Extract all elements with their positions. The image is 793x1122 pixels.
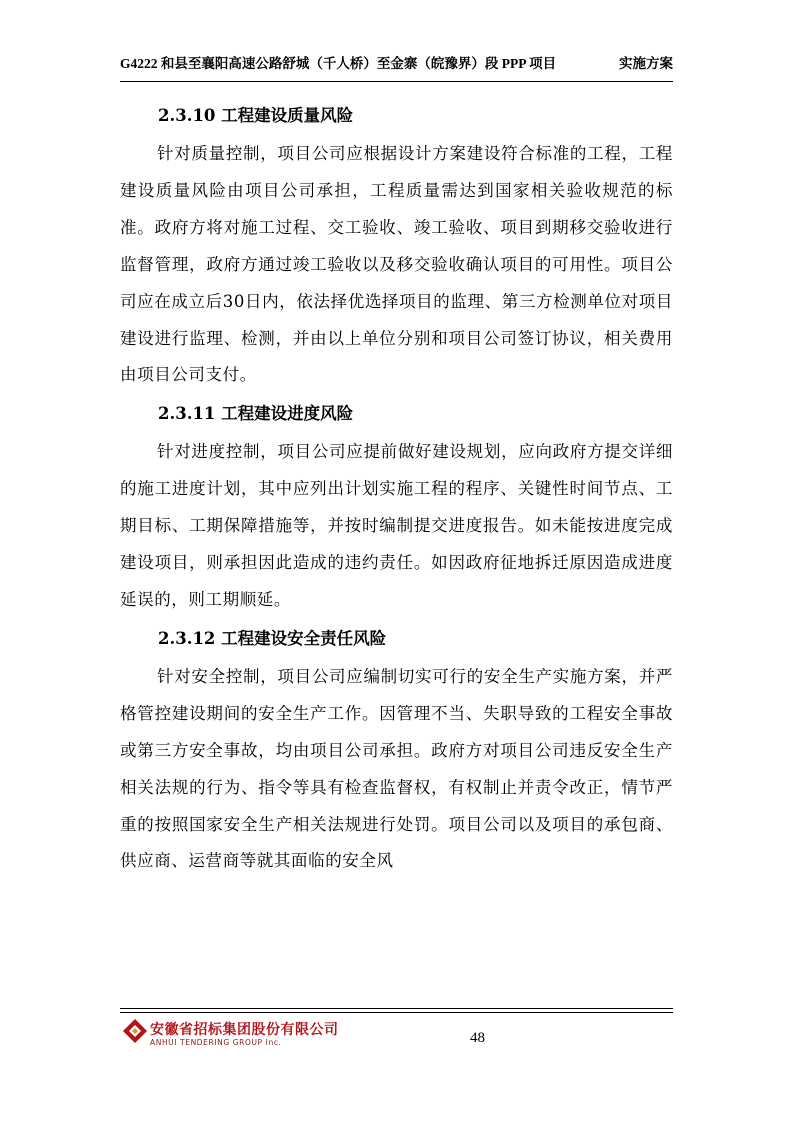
section-heading: 2.3.12 工程建设安全责任风险 xyxy=(158,628,387,648)
header-rule xyxy=(120,81,673,82)
section-schedule-risk xyxy=(120,394,673,619)
page-body xyxy=(120,96,673,880)
section-quality-risk xyxy=(120,96,673,394)
page-number: 48 xyxy=(470,1030,485,1046)
header-doc-type: 实施方案 xyxy=(619,56,673,71)
footer-rule xyxy=(120,1008,673,1009)
footer-rule-thin xyxy=(120,1012,673,1013)
company-logo xyxy=(122,1018,339,1052)
company-logo-icon xyxy=(122,1018,148,1044)
section-paragraph: 针对安全控制，项目公司应编制切实可行的安全生产实施方案，并严格管控建设期间的安全生产工作。因管理不当、失职导致的工程安全事故或第三方安全事故，均由项目公司承担。政府方对项目公司违反安全生产相关法规的行为、指令等具有检查监督权，有权制止并责令改正，情节严重的按照国家安全生产相关法规进行处罚。项目公司以及项目的承包商、供应商、运营商等就其面临的安全风 xyxy=(120,666,673,871)
section-safety-risk xyxy=(120,619,673,880)
section-paragraph: 针对进度控制，项目公司应提前做好建设规划，应向政府方提交详细的施工进度计划，其中应列出计划实施工程的程序、关键性时间节点、工期目标、工期保障措施等，并按时编制提交进度报告。如未能按进度完成建设项目，则承担因此造成的违约责任。如因政府征地拆迁原因造成进度延误的，则工期顺延。 xyxy=(120,442,673,609)
header-title: G4222 和县至襄阳高速公路舒城（千人桥）至金寨（皖豫界）段 PPP 项目 xyxy=(120,56,557,71)
company-name-cn: 安徽省招标集团股份有限公司 xyxy=(150,1022,339,1038)
page-header xyxy=(120,52,673,74)
company-name-en: ANHUI TENDERING GROUP Inc. xyxy=(150,1038,282,1047)
section-heading: 2.3.10 工程建设质量风险 xyxy=(158,106,354,125)
section-paragraph: 针对质量控制，项目公司应根据设计方案建设符合标准的工程，工程建设质量风险由项目公司承担，工程质量需达到国家相关验收规范的标准。政府方将对施工过程、交工验收、竣工验收、项目到期移交验收进行监督管理，政府方通过竣工验收以及移交验收确认项目的可用性。项目公司应在成立后30日内，依法择优选择项目的监理、第三方检测单位对项目建设进行监理、检测，并由以上单位分别和项目公司签订协议，相关费用由项目公司支付。 xyxy=(120,144,673,385)
section-heading: 2.3.11 工程建设进度风险 xyxy=(158,404,354,424)
